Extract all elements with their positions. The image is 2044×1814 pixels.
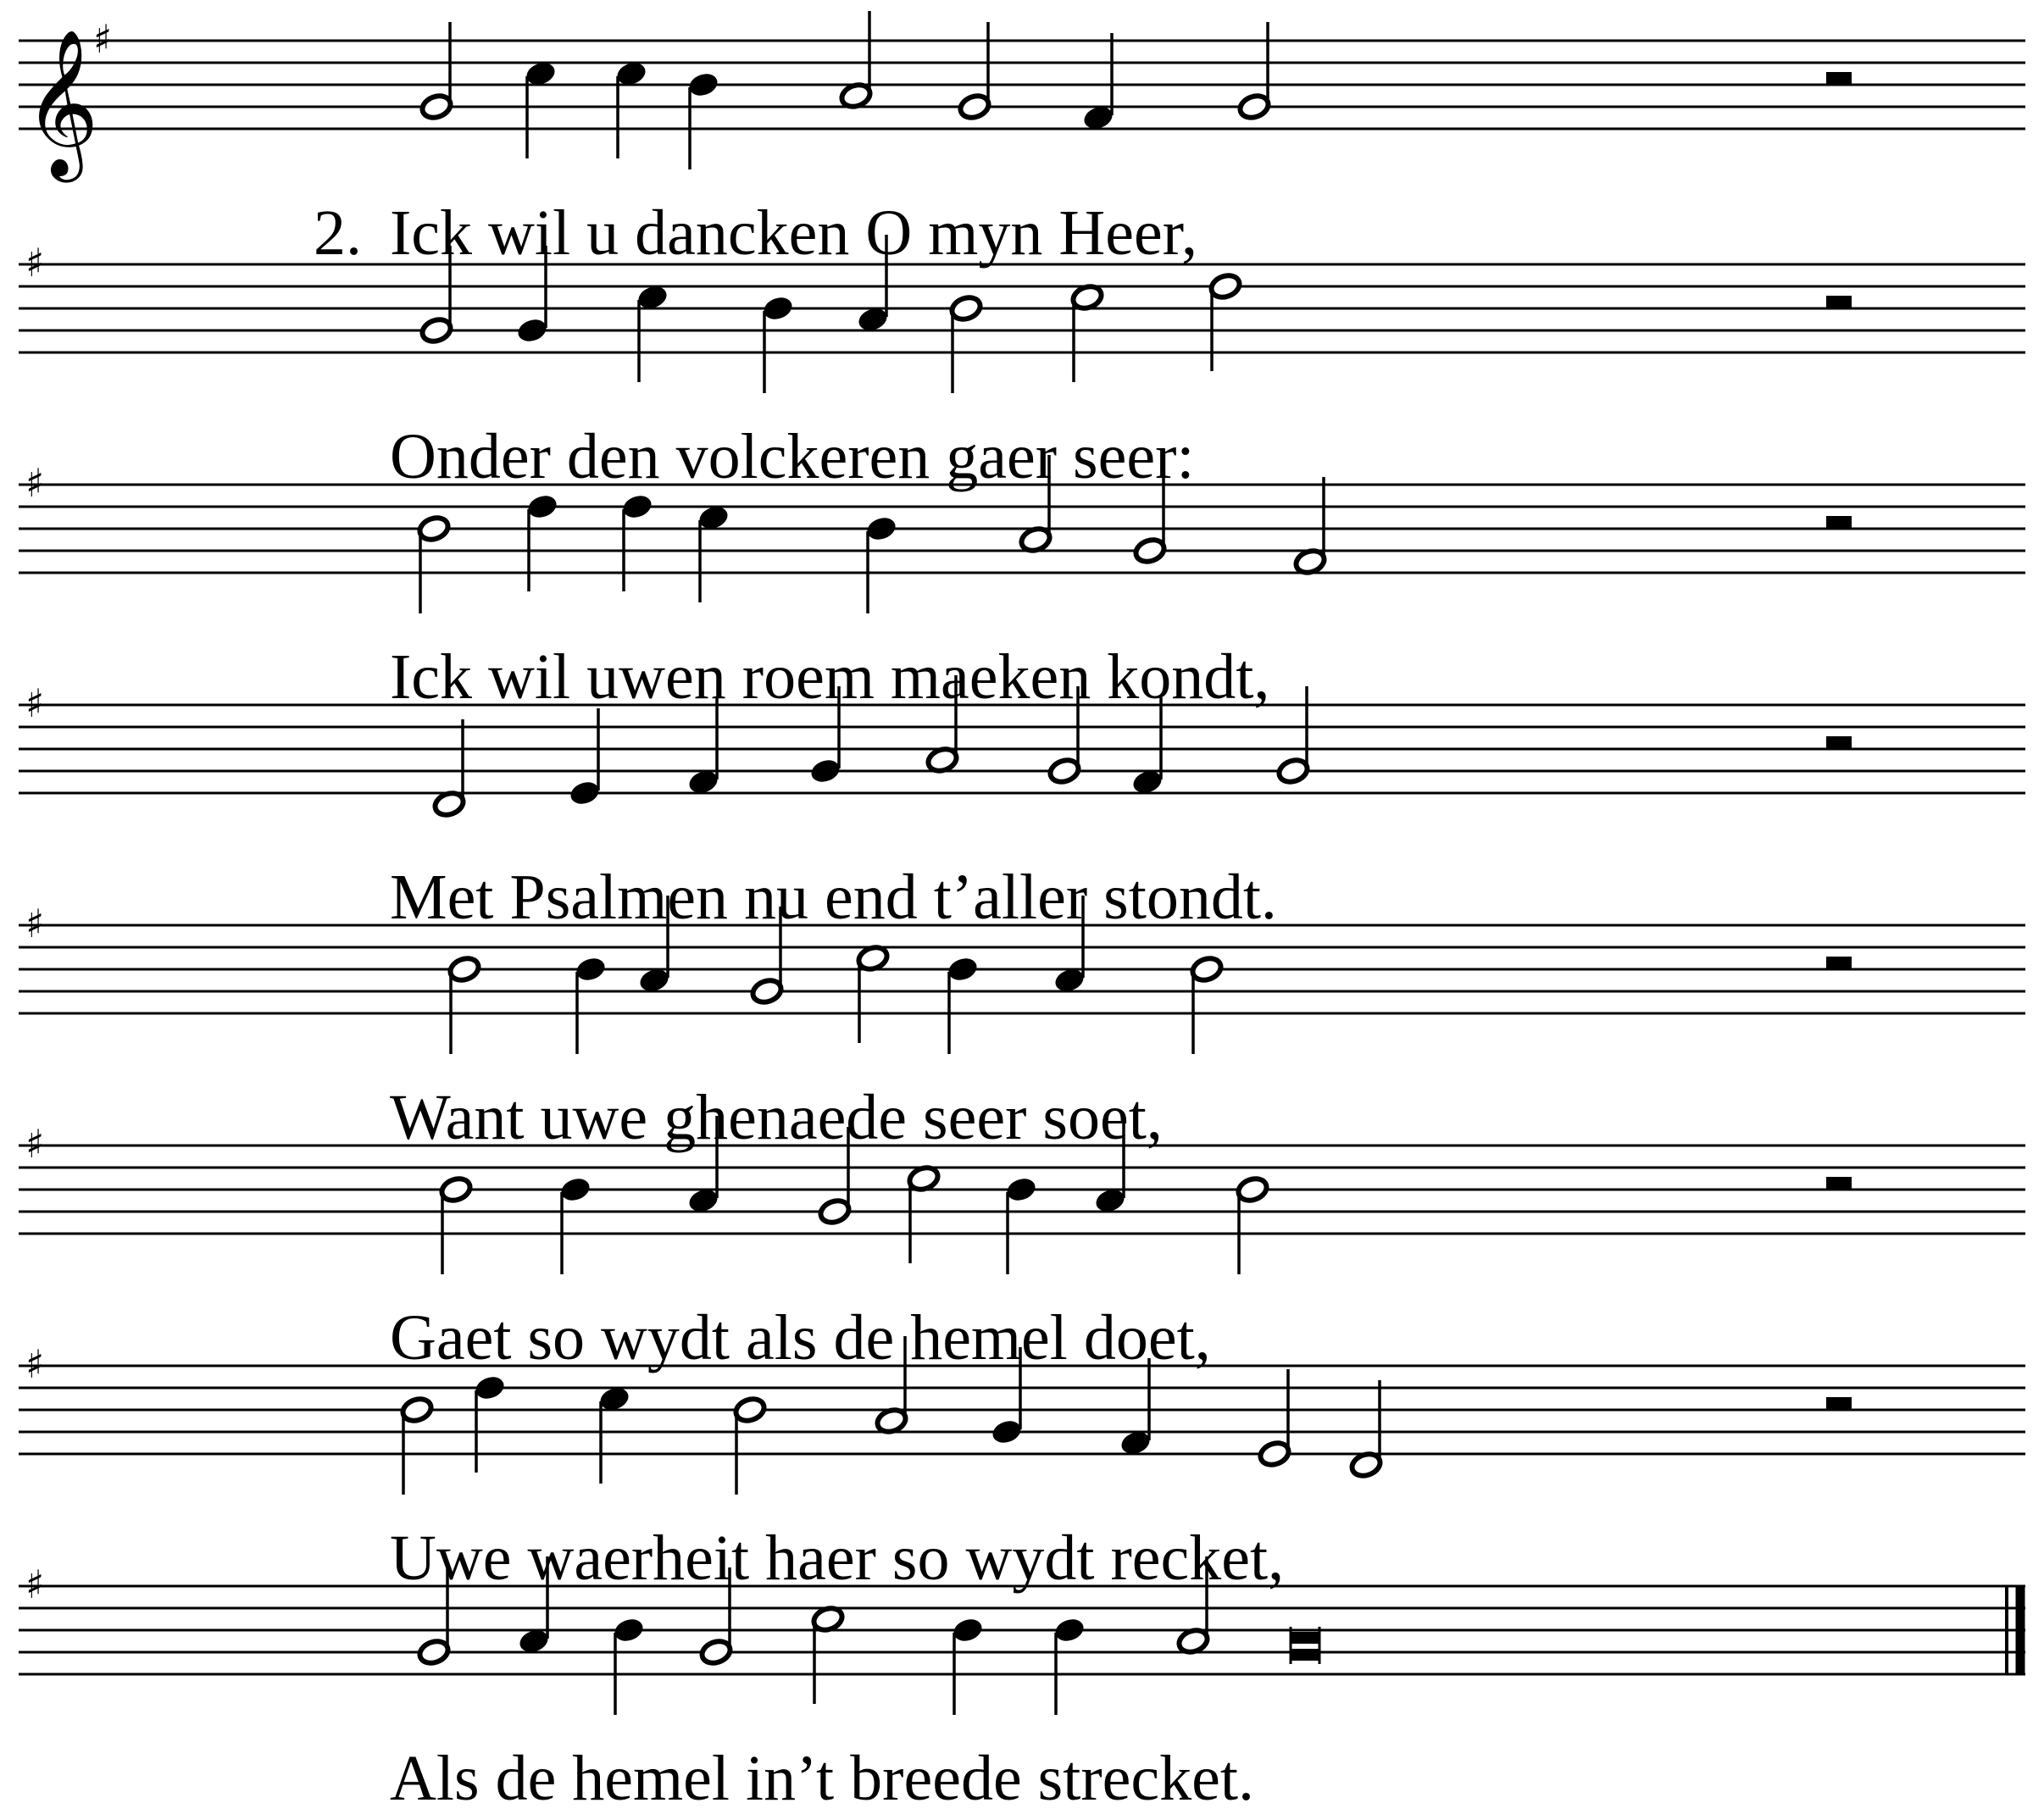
half-note — [1208, 272, 1242, 301]
quarter-note — [1004, 1175, 1038, 1204]
longa-note — [1291, 1649, 1319, 1661]
half-note — [750, 977, 784, 1006]
quarter-note — [1053, 1616, 1086, 1645]
half-note — [417, 514, 451, 543]
half-note — [1190, 955, 1224, 984]
quarter-note — [473, 1373, 507, 1402]
quarter-note — [574, 955, 608, 984]
sharp-key-signature: ♯ — [25, 1562, 45, 1607]
quarter-note — [515, 316, 549, 345]
quarter-note — [990, 1417, 1024, 1446]
half-note — [447, 955, 481, 984]
quarter-note — [525, 492, 559, 521]
half-note — [699, 1638, 733, 1667]
half-rest — [1826, 1397, 1852, 1409]
lyric-line: Gaet so wydt als de hemel doet, — [390, 1302, 1211, 1373]
half-note — [1276, 757, 1310, 785]
quarter-note — [951, 1616, 985, 1645]
lyric-line: Als de hemel in’t breede strecket. — [390, 1743, 1254, 1814]
half-note — [949, 294, 983, 323]
half-note — [818, 1197, 852, 1226]
half-note — [1047, 757, 1081, 785]
sharp-key-signature: ♯ — [25, 680, 45, 726]
lyric-line: Onder den volckeren gaer seer: — [390, 421, 1195, 492]
lyric-line: Met Psalmen nu end t’aller stondt. — [390, 862, 1277, 933]
quarter-note — [558, 1175, 592, 1204]
half-note — [733, 1395, 767, 1424]
half-note — [417, 1638, 451, 1667]
treble-clef: 𝄞 — [24, 29, 99, 176]
half-rest — [1826, 516, 1852, 528]
half-note — [419, 316, 453, 345]
half-note — [958, 92, 991, 121]
sharp-key-signature: ♯ — [25, 901, 45, 946]
half-note — [439, 1175, 473, 1204]
verse-number: 2. — [314, 197, 362, 269]
quarter-note — [686, 70, 720, 99]
half-rest — [1826, 72, 1852, 84]
quarter-note — [864, 514, 898, 543]
sharp-key-signature: ♯ — [93, 16, 113, 62]
half-note — [1237, 92, 1271, 121]
sharp-key-signature: ♯ — [25, 1341, 45, 1387]
half-note — [1258, 1440, 1291, 1468]
quarter-note — [568, 779, 602, 807]
sharp-key-signature: ♯ — [25, 240, 45, 286]
half-note — [400, 1395, 434, 1424]
half-note — [419, 92, 453, 121]
lyric-line: Uwe waerheit haer so wydt recket, — [390, 1523, 1285, 1594]
half-rest — [1826, 296, 1852, 308]
sharp-key-signature: ♯ — [25, 460, 45, 506]
quarter-note — [946, 955, 980, 984]
half-rest — [1826, 736, 1852, 748]
half-rest — [1826, 957, 1852, 968]
half-note — [1236, 1175, 1269, 1204]
lyric-line: Ick wil uwen roem maeken kondt, — [390, 641, 1270, 713]
quarter-note — [620, 492, 654, 521]
lyric-line: Want uwe ghenaede seer soet, — [390, 1082, 1163, 1153]
quarter-note — [761, 294, 795, 323]
quarter-note — [612, 1616, 646, 1645]
longa-note — [1291, 1632, 1319, 1644]
quarter-note — [808, 757, 842, 785]
half-note — [1133, 536, 1167, 565]
sharp-key-signature: ♯ — [25, 1121, 45, 1167]
lyric-line: Ick wil u dancken O myn Heer, — [390, 197, 1197, 269]
half-rest — [1826, 1177, 1852, 1189]
